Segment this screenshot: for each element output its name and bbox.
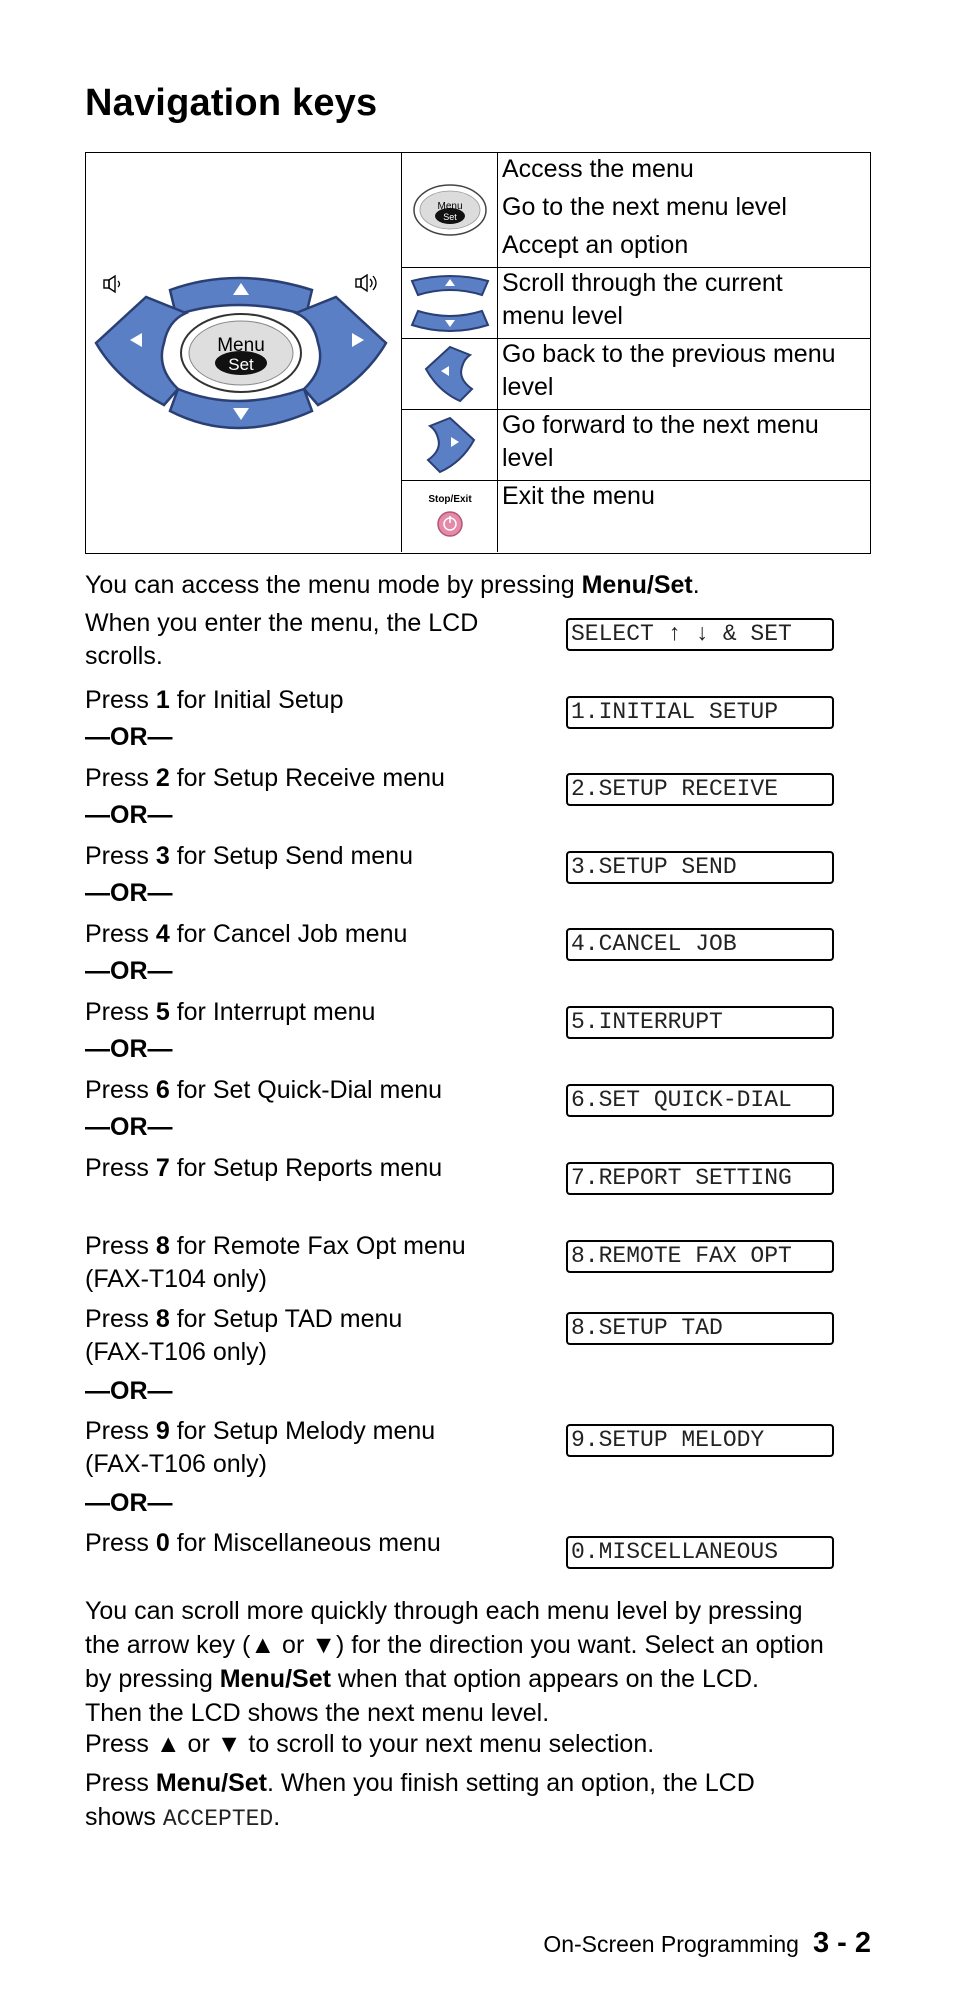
description-line: Go to the next menu level (502, 193, 787, 221)
up-arrow-key (170, 278, 312, 315)
lcd-intro-text (85, 607, 525, 673)
up-down-description (502, 267, 866, 333)
menu-option-text (85, 762, 525, 795)
em-dash: — (147, 1377, 173, 1405)
keypad-illustration (86, 153, 400, 551)
lcd-display: 5.INTERRUPT (566, 1006, 834, 1039)
menu-set-description (502, 153, 866, 262)
em-dash: — (147, 957, 173, 985)
lcd-display: 6.SET QUICK-DIAL (566, 1084, 834, 1117)
description-line: Go back to the previous menu (502, 340, 836, 368)
menu-option-label: for Set Quick-Dial menu (169, 1076, 443, 1104)
menu-key-number: 2 (155, 764, 170, 792)
or-separator (85, 801, 173, 830)
left-key-description (502, 338, 866, 404)
or-separator (85, 1489, 173, 1518)
period: . (273, 1803, 281, 1831)
menu-option-text (85, 1230, 525, 1263)
press-word: Press (85, 1730, 156, 1758)
or-label: OR (110, 1489, 148, 1517)
icon-menu-label: Menu (437, 201, 463, 212)
volume-high-icon (356, 275, 376, 291)
em-dash: — (85, 723, 110, 751)
press-word: Press (85, 920, 156, 948)
lcd-display: 8.SETUP TAD (566, 1312, 834, 1345)
or-label: OR (110, 1113, 148, 1141)
menu-option-text (85, 996, 525, 1029)
or-label: OR (110, 801, 148, 829)
lcd-display: 9.SETUP MELODY (566, 1424, 834, 1457)
menu-key-number: 8 (155, 1305, 170, 1333)
em-dash: — (147, 879, 173, 907)
press-word: Press (85, 1154, 156, 1182)
or-word: or (180, 1730, 217, 1758)
footer-section-title: On-Screen Programming (543, 1931, 799, 1957)
menu-key-number: 0 (155, 1529, 170, 1557)
down-triangle-icon: ▼ (311, 1631, 336, 1659)
menu-option-text (85, 1074, 525, 1107)
or-word: or (275, 1631, 312, 1659)
lcd-display: 8.REMOTE FAX OPT (566, 1240, 834, 1273)
or-label: OR (110, 957, 148, 985)
description-line: level (502, 444, 554, 472)
intro-text: You can access the menu mode by pressing (85, 571, 582, 599)
menu-key-number: 9 (155, 1417, 170, 1445)
or-separator (85, 723, 173, 752)
down-triangle-icon: ▼ (216, 1730, 242, 1758)
right-key-description (502, 409, 866, 475)
description-line: Accept an option (502, 231, 689, 259)
up-triangle-icon: ▲ (250, 1631, 276, 1659)
icon-set-label: Set (443, 212, 457, 222)
press-scroll-paragraph (85, 1727, 875, 1761)
menu-option-label: for Miscellaneous menu (169, 1529, 441, 1557)
menu-option-8 (85, 1303, 525, 1369)
model-note: (FAX-T104 only) (85, 1265, 268, 1293)
left-arrow-key (96, 297, 186, 405)
description-line: Scroll through the current (502, 269, 783, 297)
lcd-display-select: SELECT ↑ ↓ & SET (566, 618, 834, 651)
page-title: Navigation keys (85, 82, 378, 124)
menu-option-text (85, 918, 525, 951)
press-word: Press (85, 1529, 156, 1557)
lcd-display: 1.INITIAL SETUP (566, 696, 834, 729)
menu-option-text (85, 684, 525, 717)
press-scroll-text: to scroll to your next menu selection. (241, 1730, 655, 1758)
press-word: Press (85, 1305, 156, 1333)
em-dash: — (85, 1377, 110, 1405)
or-separator (85, 1035, 173, 1064)
em-dash: — (85, 801, 110, 829)
scroll-line: You can scroll more quickly through each menu level by pressing (85, 1597, 803, 1625)
menu-set-key-icon (402, 153, 498, 267)
lcd-display: 3.SETUP SEND (566, 851, 834, 884)
scroll-line: ) for the direction you want. Select an option (335, 1631, 824, 1659)
description-line: Go forward to the next menu (502, 411, 819, 439)
description-line: Access the menu (502, 155, 694, 183)
or-label: OR (110, 1035, 148, 1063)
stop-exit-description (502, 480, 866, 513)
or-separator (85, 1113, 173, 1142)
menu-key-number: 3 (155, 842, 170, 870)
scroll-line: when that option appears on the LCD. (330, 1665, 759, 1693)
press-word: Press (85, 842, 156, 870)
menu-option-label: for Setup Send menu (169, 842, 413, 870)
menu-option-label: for Interrupt menu (169, 998, 376, 1026)
menu-key-number: 8 (155, 1232, 170, 1260)
scroll-paragraph (85, 1594, 875, 1730)
scroll-line: by pressing (85, 1665, 220, 1693)
press-word: Press (85, 1417, 156, 1445)
menu-option-label: for Setup TAD menu (169, 1305, 403, 1333)
accepted-lcd-text: ACCEPTED (162, 1806, 274, 1832)
lcd-display: 7.REPORT SETTING (566, 1162, 834, 1195)
lcd-display: 4.CANCEL JOB (566, 928, 834, 961)
menu-option-3 (85, 840, 525, 873)
menu-option-text (85, 1415, 525, 1448)
right-arrow-key-icon (402, 409, 498, 480)
down-arrow-key (170, 389, 312, 428)
press-word: Press (85, 1232, 156, 1260)
menu-option-5 (85, 996, 525, 1029)
lcd-intro-line: When you enter the menu, the LCD (85, 609, 479, 637)
menu-option-label: for Setup Melody menu (169, 1417, 436, 1445)
menu-key-number: 4 (155, 920, 170, 948)
stop-exit-key-icon (402, 480, 498, 552)
press-menu-set-paragraph (85, 1766, 875, 1836)
menu-option-label: for Cancel Job menu (169, 920, 408, 948)
press-word: Press (85, 1769, 156, 1797)
press-word: Press (85, 764, 156, 792)
keypad-set-label: Set (228, 355, 254, 374)
intro-suffix: . (692, 571, 700, 599)
em-dash: — (147, 723, 173, 751)
shows-word: shows (85, 1803, 163, 1831)
menu-option-text (85, 1303, 525, 1336)
em-dash: — (85, 879, 110, 907)
or-separator (85, 1377, 173, 1406)
keypad-menu-label: Menu (217, 335, 265, 356)
model-note: (FAX-T106 only) (85, 1338, 268, 1366)
menu-option-9 (85, 1415, 525, 1481)
page-footer (543, 1927, 871, 1960)
or-label: OR (110, 723, 148, 751)
press-menu-set-text: . When you finish setting an option, the LCD (266, 1769, 755, 1797)
menu-option-label: for Remote Fax Opt menu (169, 1232, 466, 1260)
menu-option-text (85, 1527, 525, 1560)
menu-key-number: 6 (155, 1076, 170, 1104)
lcd-display: 2.SETUP RECEIVE (566, 773, 834, 806)
intro-paragraph (85, 568, 875, 602)
or-label: OR (110, 1377, 148, 1405)
em-dash: — (85, 1035, 110, 1063)
menu-option-7 (85, 1152, 525, 1185)
or-separator (85, 957, 173, 986)
em-dash: — (147, 1489, 173, 1517)
em-dash: — (147, 801, 173, 829)
description-line: menu level (502, 302, 623, 330)
menu-option-4 (85, 918, 525, 951)
left-arrow-key-icon (402, 338, 498, 409)
menu-option-label: for Setup Receive menu (169, 764, 445, 792)
menu-option-6 (85, 1074, 525, 1107)
description-line: level (502, 373, 554, 401)
press-word: Press (85, 998, 156, 1026)
menu-set-bold: Menu/Set (155, 1769, 267, 1797)
model-note: (FAX-T106 only) (85, 1450, 268, 1478)
menu-key-number: 7 (155, 1154, 170, 1182)
description-line: Exit the menu (502, 482, 655, 510)
em-dash: — (85, 957, 110, 985)
press-word: Press (85, 1076, 156, 1104)
menu-option-1 (85, 684, 525, 717)
menu-set-bold: Menu/Set (581, 571, 693, 599)
scroll-line: Then the LCD shows the next menu level. (85, 1699, 550, 1727)
lcd-intro-line: scrolls. (85, 642, 163, 670)
em-dash: — (85, 1113, 110, 1141)
menu-option-0 (85, 1527, 525, 1560)
em-dash: — (147, 1035, 173, 1063)
navigation-keys-table (85, 152, 871, 554)
up-triangle-icon: ▲ (155, 1730, 181, 1758)
stop-exit-label: Stop/Exit (428, 493, 472, 505)
menu-option-label: for Initial Setup (169, 686, 344, 714)
menu-set-bold: Menu/Set (219, 1665, 331, 1693)
menu-option-8 (85, 1230, 525, 1296)
menu-option-text (85, 840, 525, 873)
menu-option-label: for Setup Reports menu (169, 1154, 443, 1182)
or-label: OR (110, 879, 148, 907)
menu-key-number: 1 (155, 686, 170, 714)
press-word: Press (85, 686, 156, 714)
lcd-display: 0.MISCELLANEOUS (566, 1536, 834, 1569)
menu-option-text (85, 1152, 525, 1185)
or-separator (85, 879, 173, 908)
page-number: 3 - 2 (812, 1927, 871, 1959)
volume-low-icon (104, 276, 120, 292)
up-down-arrow-keys-icon (402, 267, 498, 338)
right-arrow-key (296, 297, 386, 405)
menu-option-2 (85, 762, 525, 795)
keypad-illustration-cell (86, 153, 402, 552)
em-dash: — (85, 1489, 110, 1517)
em-dash: — (147, 1113, 173, 1141)
menu-key-number: 5 (155, 998, 170, 1026)
scroll-line: the arrow key ( (85, 1631, 251, 1659)
